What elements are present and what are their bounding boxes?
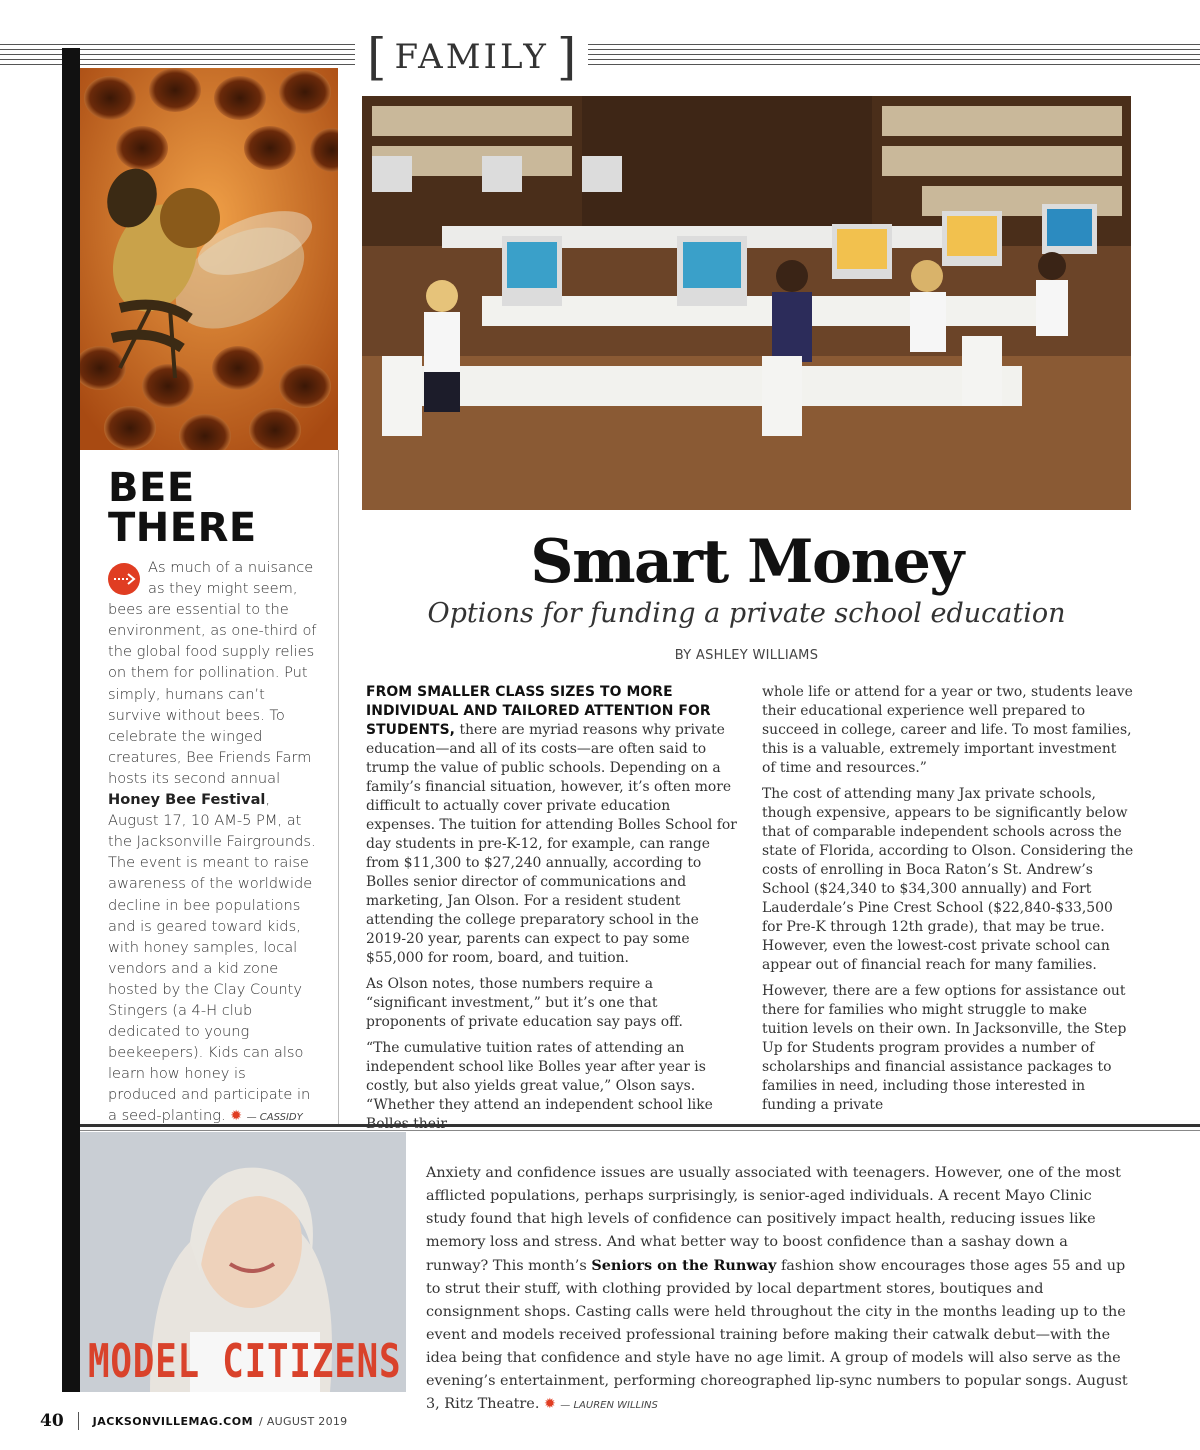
article-paragraph-1: there are myriad reasons why private education—and all of its costs—are often said to trump the value of public schools. Depending on a family’s financial situation, however, it’s often more difficult to actually cover private education expenses. The tuition for attending Bolles School for day students in pre-K-12, for example, can range from $11,300 to $27,240 annually, according to Bolles senior director of communications and marketing, Jan Olson. For a resident student attending the college preparatory school in the 2019-20 year, parents can expect to pay some $55,000 for room, board, and tuition. xyxy=(366,722,737,966)
sidebar-event-name: Honey Bee Festival xyxy=(108,791,266,809)
bee-photo xyxy=(80,68,338,450)
footer-issue: / AUGUST 2019 xyxy=(259,1414,348,1428)
page-number: 40 xyxy=(40,1411,64,1431)
feature-title: MODEL CITIZENS xyxy=(88,1334,402,1388)
sidebar-body-part2: , August 17, 10 AM-5 PM, at the Jacksonville Fairgrounds. The event is meant to raise awareness of the worldwide decline in bee populations and is geared toward kids, with honey samples, local vendors and a kid zone hosted by the Clay County Stingers (a 4-H club dedicated to young beekeepers). Kids can also learn how honey is produced and participate in a seed-planting. xyxy=(108,791,316,1125)
feature-body-part1: Anxiety and confidence issues are usually associated with teenagers. However, one of the most afflicted populations, perhaps surprisingly, is senior-aged individuals. A recent Mayo Clinic study found that high levels of confidence can positively impact health, reducing issues like memory loss and stress. And what better way to boost confidence than a sashay down a runway? This month’s xyxy=(426,1165,1121,1274)
page-footer xyxy=(40,1411,347,1431)
article-title: Smart Money xyxy=(530,527,963,597)
lead-in-caps: FROM SMALLER CLASS SIZES TO MORE INDIVIDUAL AND TAILORED ATTENTION FOR STUDENTS, xyxy=(366,684,711,738)
footer-site: JACKSONVILLEMAG.COM xyxy=(92,1414,254,1428)
article-byline: BY ASHLEY WILLIAMS xyxy=(674,648,819,663)
sidebar-title-line2: THERE xyxy=(108,505,257,551)
sidebar-body xyxy=(108,557,318,1152)
article-column-1 xyxy=(366,683,738,1141)
bee-there-sidebar xyxy=(80,450,339,1126)
article-paragraph xyxy=(366,683,738,968)
article-paragraph-3: “The cumulative tuition rates of attending an independent school like Bolles year after year is costly, but also yields great value,” Olson says. “Whether they attend an independent school like xyxy=(366,1040,713,1113)
sidebar-credit: — CASSIDY xyxy=(246,1112,303,1124)
sidebar-body-part1: As much of a nuisance as they might seem, bees are essential to the environment, as one-third of the global food supply relies on them for pollination. Put simply, humans can’t survive without bees. To celebrate the winged creatures, Bee Friends Farm hosts its second annual xyxy=(108,559,317,787)
feature-credit: — LAUREN WILLINS xyxy=(560,1400,658,1411)
star-icon: ✹ xyxy=(230,1108,242,1125)
sidebar-title xyxy=(108,465,257,551)
section-label: FAMILY xyxy=(394,37,549,77)
section-divider-thin xyxy=(80,1130,1200,1131)
article-paragraph-6: However, there are a few options for assistance out there for families who might struggle to make tuition levels on their own. In Jacksonville, the Step Up for Students program provides a number of scholarships and financial assistance packages to families in need, including those interested in funding a private xyxy=(762,983,1127,1113)
star-icon: ✹ xyxy=(543,1396,556,1412)
article-paragraph-2: As Olson notes, those numbers require a “significant investment,” but it’s one that proponents of private education say pays off. xyxy=(366,976,683,1030)
footer-separator xyxy=(78,1412,79,1430)
feature-event-name: Seniors on the Runway xyxy=(591,1257,777,1274)
article-subtitle: Options for funding a private school education xyxy=(427,598,1066,629)
article-column-2 xyxy=(762,683,1134,1122)
section-divider xyxy=(80,1124,1200,1127)
left-accent-bar xyxy=(62,48,80,1392)
header-rules xyxy=(0,44,1200,66)
section-header: [ FAMILY ] xyxy=(355,28,588,86)
feature-body xyxy=(426,1162,1131,1417)
feature-body-part2: fashion show encourages those ages 55 and up to strut their stuff, with clothing provided by local department stores, boutiques and consignment shops. Casting calls were held throughout the city in the months leading up to the event and models received professional training before making their catwalk debut—with the idea being that confidence and style have no age limit. A group of models will also serve as the evening’s entertainment, performing choreographed lip-sync numbers to popular songs. August 3, Ritz Theatre. xyxy=(426,1258,1128,1412)
classroom-photo xyxy=(362,96,1131,510)
article-paragraph-5: The cost of attending many Jax private schools, though expensive, appears to be significantly below that of comparable independent schools across the state of Florida, according to Olson. Considering the costs of enrolling in Boca Raton’s St. Andrew’s School ($24,340 to $34,300 annually) and Fort Lauderdale’s Pine Crest School ($22,840-$33,500 for Pre-K through 12th grade), that may be true. However, even the lowest-cost private school can appear out of financial reach for many families. xyxy=(762,786,1134,973)
article-paragraph-4: whole life or attend for a year or two, students leave their educational experience well prepared to succeed in college, career and life. To most families, this is a valuable, extremely important investment of time and resources.” xyxy=(762,684,1133,776)
sidebar-title-line1: BEE xyxy=(108,465,195,511)
